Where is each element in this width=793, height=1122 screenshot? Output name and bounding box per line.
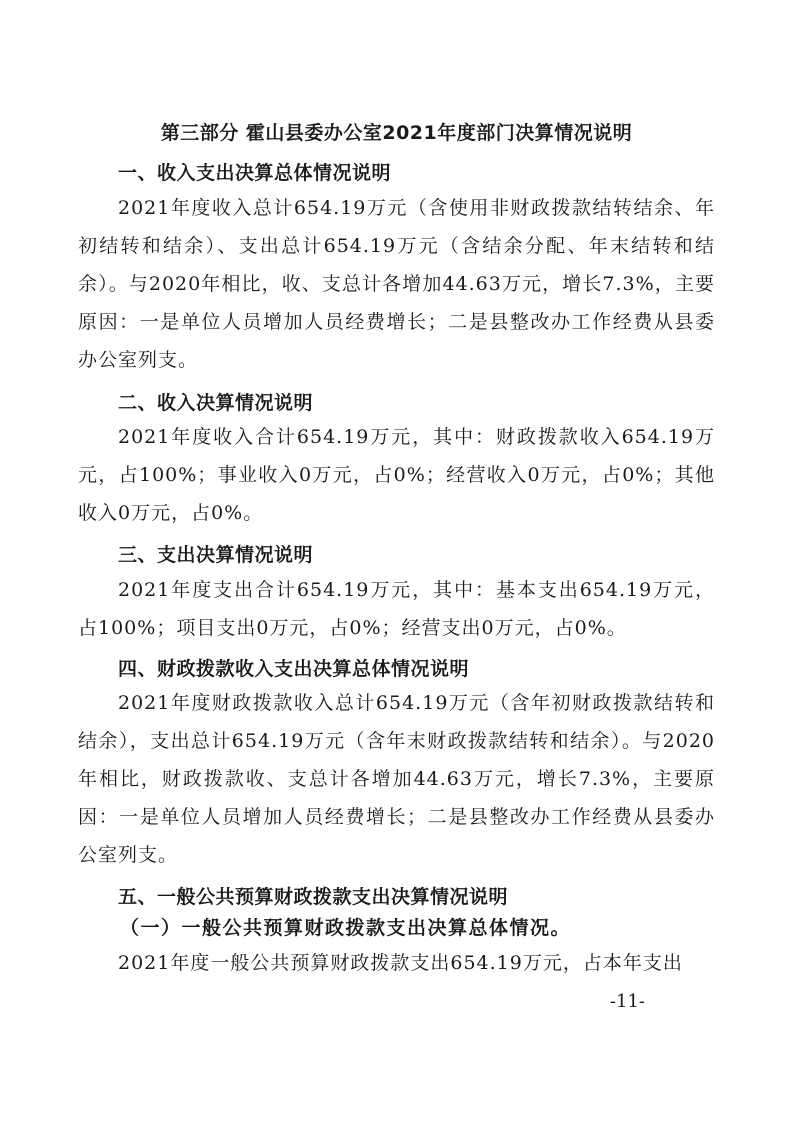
section-paragraph-2: 2021年度收入合计654.19万元，其中：财政拨款收入654.19万元，占100%；事业收入0万元，占0%；经营收入0万元，占0%；其他收入0万元，占0%。	[78, 426, 715, 524]
document-page	[78, 0, 715, 1122]
section-heading-2: 二、收入决算情况说明	[118, 392, 314, 414]
section-paragraph-1: 2021年度收入总计654.19万元（含使用非财政拨款结转结余、年初结转和结余）、支出总计654.19万元（含结余分配、年末结转和结余）。与2020年相比，收、支总计各增加44.63万元，增长7.3%，主要原因：一是单位人员增加人员经费增长；二是县整改办工作经费从县委办公室列支。	[78, 197, 715, 371]
section-heading-1: 一、收入支出决算总体情况说明	[118, 162, 392, 184]
document-title: 第三部分 霍山县委办公室2021年度部门决算情况说明	[160, 122, 633, 144]
section-subheading-5-1: （一）一般公共预算财政拨款支出决算总体情况。	[120, 917, 572, 939]
section-paragraph-3: 2021年度支出合计654.19万元，其中：基本支出654.19万元，占100%；项目支出0万元，占0%；经营支出0万元，占0%。	[78, 579, 715, 639]
section-heading-3: 三、支出决算情况说明	[118, 544, 314, 566]
section-heading-5: 五、一般公共预算财政拨款支出决算情况说明	[118, 886, 509, 908]
section-paragraph-4: 2021年度财政拨款收入总计654.19万元（含年初财政拨款结转和结余），支出总计654.19万元（含年末财政拨款结转和结余）。与2020年相比，财政拨款收、支总计各增加44.63万元，增长7.3%，主要原因：一是单位人员增加人员经费增长；二是县整改办工作经费从县委办公室列支。	[78, 692, 715, 866]
page-number: -11-	[609, 991, 645, 1012]
section-heading-4: 四、财政拨款收入支出决算总体情况说明	[118, 658, 470, 680]
section-paragraph-5: 2021年度一般公共预算财政拨款支出654.19万元，占本年支出	[118, 952, 683, 974]
